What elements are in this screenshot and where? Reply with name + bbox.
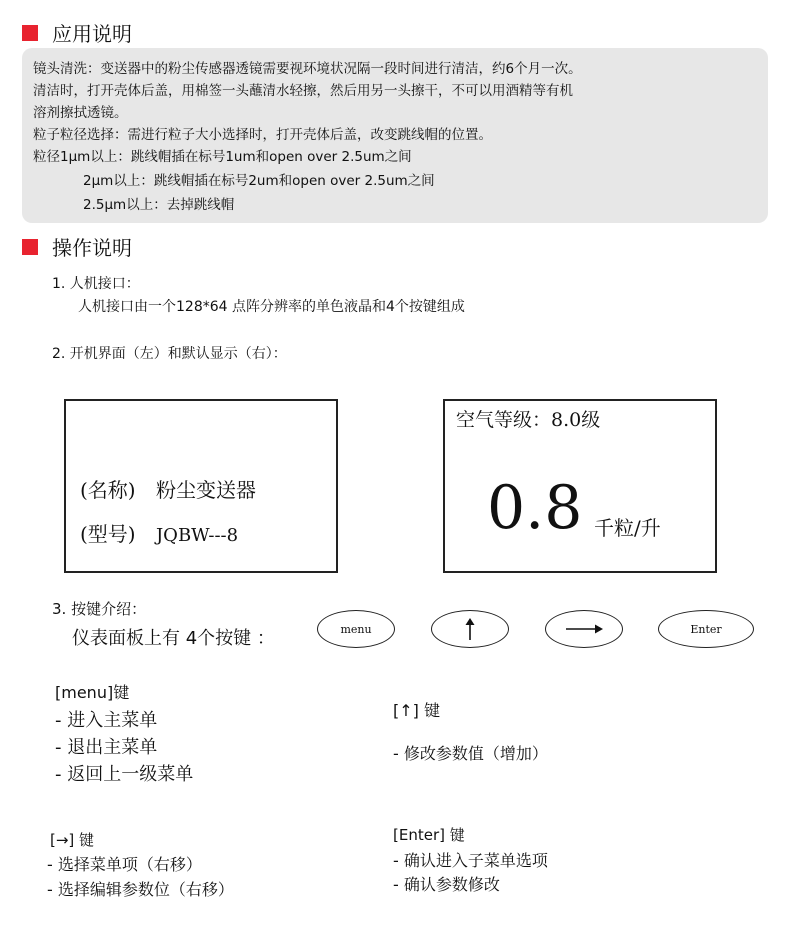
section-header-application (22, 18, 132, 47)
note-line: 粒径1μm以上：跳线帽插在标号1um和open over 2.5um之间 (33, 149, 412, 165)
up-key[interactable] (431, 610, 509, 648)
section-marker-icon (22, 25, 38, 41)
menu-key-desc: - 进入主菜单 (55, 710, 158, 731)
menu-key[interactable] (317, 610, 395, 648)
section-title: 操作说明 (52, 236, 132, 260)
enter-key[interactable] (658, 610, 754, 648)
lcd-model-row (80, 518, 238, 547)
enter-key-desc: - 确认参数修改 (393, 875, 500, 894)
model-label: (型号) (80, 522, 136, 546)
right-key[interactable] (545, 610, 623, 648)
enter-key-title: [Enter] 键 (393, 826, 465, 844)
reading-unit: 千粒/升 (594, 516, 661, 540)
model-value: JQBW---8 (155, 525, 239, 546)
note-line: 2.5μm以上：去掉跳线帽 (83, 197, 235, 213)
note-line: 2μm以上：跳线帽插在标号2um和open over 2.5um之间 (83, 173, 435, 189)
arrow-right-icon (564, 622, 604, 636)
reading-value: 0.8 (487, 473, 583, 543)
item-3-text: 仪表面板上有 4个按键 ： (72, 628, 275, 649)
note-line: 清洁时，打开壳体后盖，用棉签一头蘸清水轻擦，然后用另一头擦干，不可以用酒精等有机 (33, 83, 573, 99)
section-title: 应用说明 (52, 22, 132, 46)
section-marker-icon (22, 239, 38, 255)
up-key-desc: - 修改参数值（增加） (393, 744, 548, 763)
enter-key-label: Enter (690, 622, 722, 636)
right-key-desc: - 选择菜单项（右移） (47, 855, 202, 874)
name-label: (名称) (80, 478, 136, 502)
section-header-operation (22, 232, 132, 261)
note-line: 镜头清洗：变送器中的粉尘传感器透镜需要视环境状况隔一段时间进行清洁，约6个月一次。 (33, 61, 582, 77)
item-1-text: 人机接口由一个128*64 点阵分辨率的单色液晶和4个按键组成 (78, 299, 465, 315)
menu-key-title: [menu]键 (55, 683, 130, 702)
note-line: 粒子粒径选择：需进行粒子大小选择时，打开壳体后盖，改变跳线帽的位置。 (33, 127, 492, 143)
up-key-title: [↑] 键 (393, 701, 440, 720)
menu-key-desc: - 退出主菜单 (55, 737, 158, 758)
menu-key-desc: - 返回上一级菜单 (55, 764, 194, 785)
right-key-desc: - 选择编辑参数位（右移） (47, 880, 234, 899)
enter-key-desc: - 确认进入子菜单选项 (393, 851, 548, 870)
right-key-title: [→] 键 (50, 831, 95, 849)
item-3-title: 3. 按键介绍： (52, 600, 147, 618)
lcd-name-row (80, 474, 256, 503)
name-value: 粉尘变送器 (155, 478, 256, 502)
item-1-title: 1. 人机接口： (52, 276, 140, 292)
menu-key-label: menu (340, 622, 372, 636)
item-2-title: 2. 开机界面（左）和默认显示（右）： (52, 346, 287, 362)
air-level-text: 空气等级：8.0级 (456, 409, 601, 431)
note-line: 溶剂擦拭透镜。 (33, 105, 128, 121)
arrow-up-icon (463, 617, 477, 641)
